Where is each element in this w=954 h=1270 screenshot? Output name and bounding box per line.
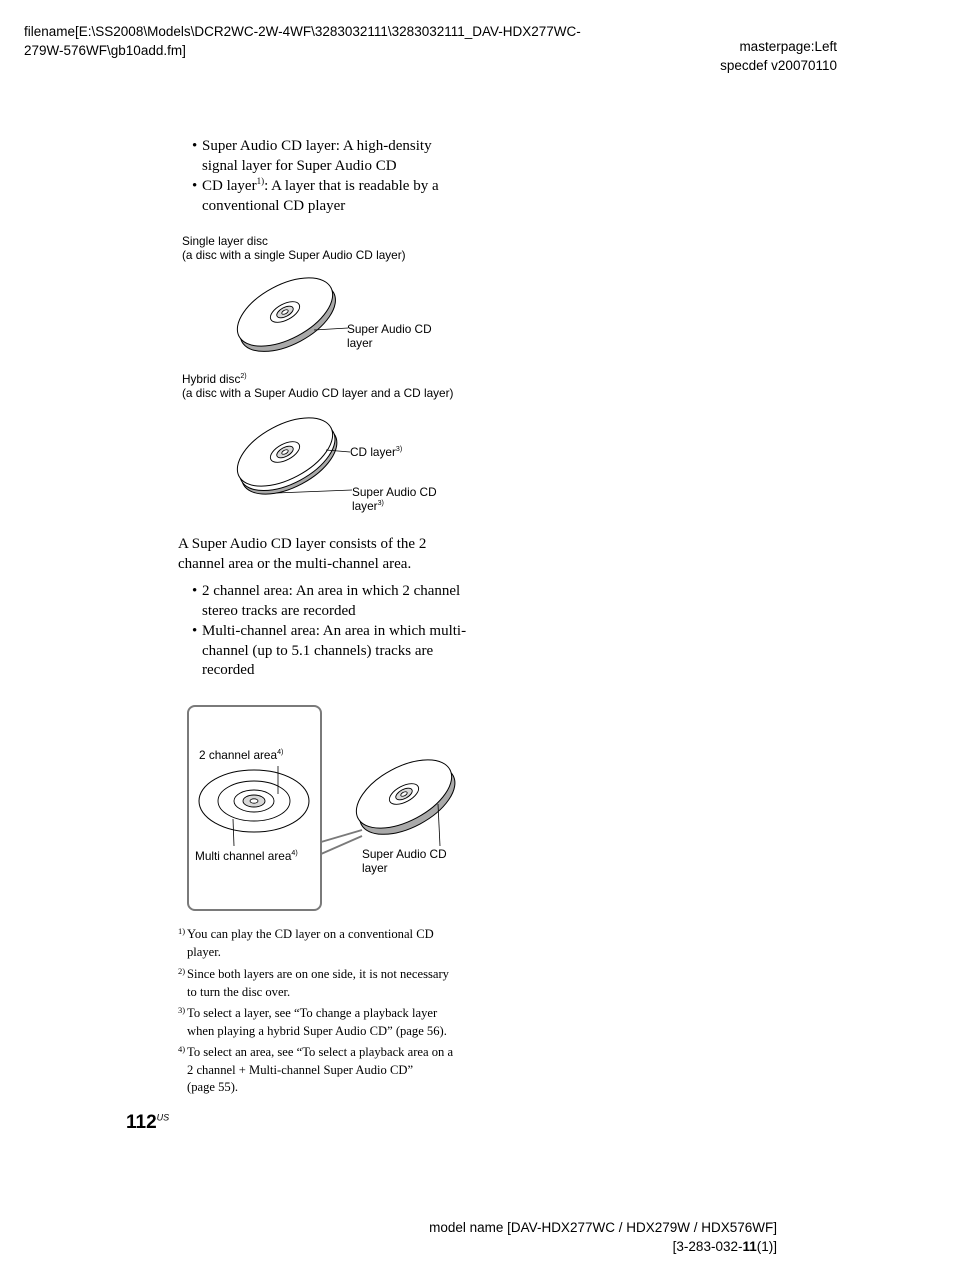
page-number: $112^{US}$ [126, 1112, 170, 1133]
list-item: • Multi-channel area: An area in which multi- channel (up to 5.1 channels) tracks are recorded [178, 622, 488, 681]
footnote-4: 4) To select an area, see “To select a playback area on a 2 channel + Multi-channel Super Audio CD” (page 55). [178, 1044, 454, 1094]
single-disc-subtitle: (a disc with a single Super Audio CD layer) [182, 248, 406, 262]
single-disc-illustration [230, 270, 350, 362]
hybrid-disc-illustration [230, 410, 355, 502]
footer-model-name [380, 1218, 777, 1256]
header-masterpage [600, 37, 837, 75]
hybrid-disc-caption [182, 372, 502, 400]
list-item: • CD layer$^{1)}$: A layer that is readable by a conventional CD player [178, 177, 478, 216]
multi-channel-area-label: Multi channel area$^{4)}$ [195, 849, 298, 863]
list-item: • Super Audio CD layer: A high-density signal layer for Super Audio CD [178, 137, 478, 176]
layers-list [178, 137, 478, 217]
hybrid-sacd-layer-label: Super Audio CD layer$^{3)}$ [352, 485, 437, 513]
hybrid-disc-subtitle: (a disc with a Super Audio CD layer and a CD layer) [182, 386, 454, 400]
single-disc-layer-label: Super Audio CD layer [347, 322, 432, 350]
area-sacd-layer-label: Super Audio CD layer [362, 847, 447, 875]
area-intro-paragraph: A Super Audio CD layer consists of the 2 channel area or the multi-channel area. [178, 536, 427, 572]
footnote-3: 3) To select a layer, see “To change a playback layer when playing a hybrid Super Audio CD” (page 56). [178, 1005, 447, 1038]
footnote-2: 2) Since both layers are on one side, it is not necessary to turn the disc over. [178, 966, 449, 999]
area-list [178, 582, 488, 682]
hybrid-disc-title: Hybrid disc$^{2)}$ [182, 372, 247, 386]
page-number-suffix: US [156, 1112, 170, 1123]
hybrid-cd-layer-label: CD layer$^{3)}$ [350, 445, 403, 459]
area-diagram-illustration [186, 704, 466, 914]
model-name: model name [DAV-HDX277WC / HDX279W / HDX576WF] [429, 1220, 777, 1235]
document-code: [3-283-032-11(1)] [672, 1239, 777, 1254]
masterpage-label: masterpage:Left [739, 39, 837, 54]
specdef-label: specdef v20070110 [720, 58, 837, 73]
filename-line-1: filename[E:\SS2008\Models\DCR2WC-2W-4WF\3283032111\3283032111_DAV-HDX277WC- [24, 24, 581, 39]
filename-line-2: 279W-576WF\gb10add.fm] [24, 43, 186, 58]
two-channel-area-label: 2 channel area$^{4)}$ [199, 748, 284, 762]
header-filename [24, 22, 644, 60]
single-disc-title: Single layer disc [182, 234, 268, 248]
single-disc-caption [182, 234, 502, 262]
list-item: • 2 channel area: An area in which 2 channel stereo tracks are recorded [178, 582, 488, 621]
footnote-1: 1) You can play the CD layer on a conventional CD player. [178, 926, 434, 959]
